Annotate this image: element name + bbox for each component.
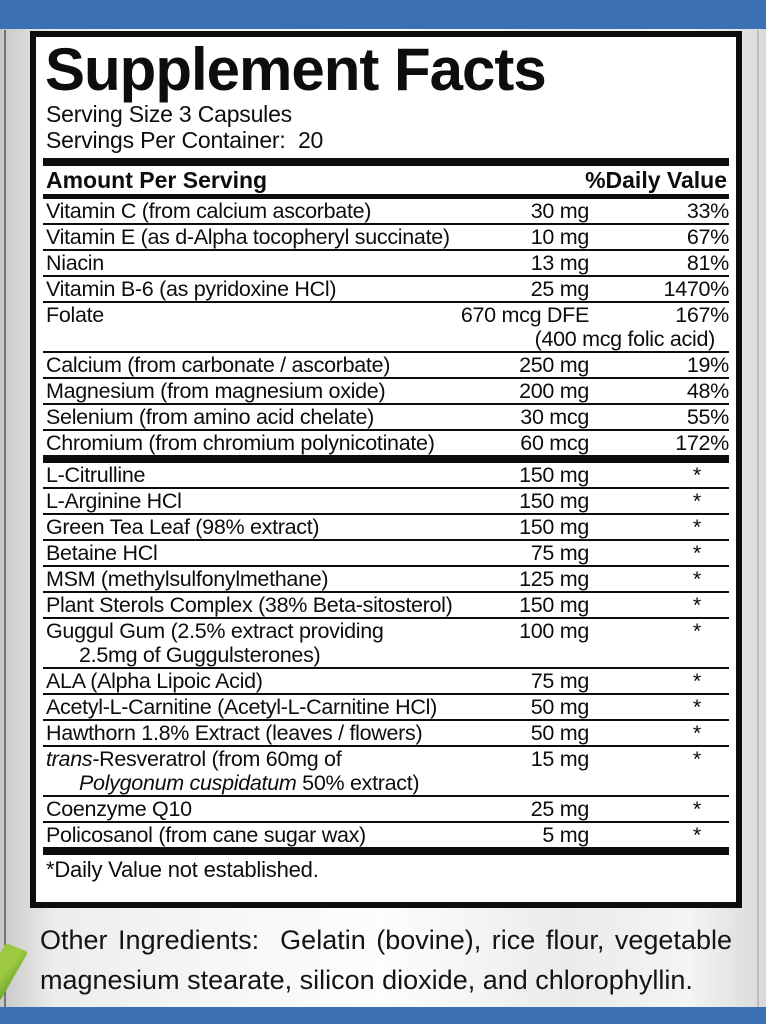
ingredient-name: Coenzyme Q10 bbox=[46, 797, 192, 821]
ingredient-amount: 25 mg bbox=[530, 277, 589, 301]
ingredient-name: trans-Resveratrol (from 60mg of bbox=[46, 747, 342, 771]
ingredient-name: Guggul Gum (2.5% extract providing bbox=[46, 619, 384, 643]
ingredient-sections bbox=[43, 199, 729, 847]
ingredient-row bbox=[43, 669, 729, 695]
ingredient-daily-value: 172% bbox=[675, 431, 729, 455]
ingredient-name: Hawthorn 1.8% Extract (leaves / flowers) bbox=[46, 721, 423, 745]
ingredient-daily-value: 81% bbox=[686, 251, 729, 275]
ingredient-row bbox=[43, 199, 729, 225]
ingredient-row bbox=[43, 797, 729, 823]
ingredient-row bbox=[43, 721, 729, 747]
ingredient-name: Vitamin E (as d-Alpha tocopheryl succinate) bbox=[46, 225, 450, 249]
ingredient-amount: 250 mg bbox=[519, 353, 589, 377]
top-blue-band bbox=[0, 0, 766, 29]
ingredient-row bbox=[43, 823, 729, 847]
ingredient-amount: 150 mg bbox=[519, 515, 589, 539]
ingredient-amount: 50 mg bbox=[530, 695, 589, 719]
ingredient-amount: 100 mg bbox=[519, 619, 589, 643]
ingredient-amount: 200 mg bbox=[519, 379, 589, 403]
ingredient-daily-value: * bbox=[692, 619, 701, 643]
ingredient-row bbox=[43, 747, 729, 797]
divider-thick bbox=[43, 455, 729, 463]
serving-size: Serving Size 3 Capsules bbox=[46, 101, 292, 127]
ingredient-daily-value: * bbox=[692, 797, 701, 821]
ingredient-row bbox=[43, 405, 729, 431]
ingredient-row bbox=[43, 695, 729, 721]
ingredient-daily-value: * bbox=[692, 463, 701, 487]
ingredient-amount: 150 mg bbox=[519, 593, 589, 617]
ingredient-row bbox=[43, 541, 729, 567]
ingredient-row bbox=[43, 379, 729, 405]
ingredient-amount: 75 mg bbox=[530, 541, 589, 565]
ingredient-daily-value: 1470% bbox=[663, 277, 729, 301]
ingredient-name: Acetyl-L-Carnitine (Acetyl-L-Carnitine HCl) bbox=[46, 695, 437, 719]
label-right-edge-line bbox=[757, 30, 759, 1007]
ingredient-amount: 25 mg bbox=[530, 797, 589, 821]
ingredient-row bbox=[43, 277, 729, 303]
ingredient-daily-value: 19% bbox=[686, 353, 729, 377]
ingredient-daily-value: * bbox=[692, 721, 701, 745]
ingredient-section bbox=[43, 463, 729, 847]
ingredient-amount: 125 mg bbox=[519, 567, 589, 591]
ingredient-amount: 150 mg bbox=[519, 463, 589, 487]
ingredient-row bbox=[43, 593, 729, 619]
divider-thick bbox=[43, 158, 729, 166]
ingredient-daily-value: * bbox=[692, 695, 701, 719]
ingredient-row bbox=[43, 489, 729, 515]
ingredient-amount: 30 mcg bbox=[520, 405, 589, 429]
servings-per-container: Servings Per Container: 20 bbox=[46, 127, 324, 153]
panel-title: Supplement Facts bbox=[45, 36, 546, 103]
ingredient-row bbox=[43, 251, 729, 277]
ingredient-row bbox=[43, 515, 729, 541]
ingredient-daily-value: * bbox=[692, 567, 701, 591]
ingredient-name: Niacin bbox=[46, 251, 104, 275]
ingredient-row bbox=[43, 431, 729, 455]
ingredient-section bbox=[43, 199, 729, 455]
ingredient-daily-value: 48% bbox=[686, 379, 729, 403]
ingredient-daily-value: * bbox=[692, 593, 701, 617]
ingredient-name-line2: (400 mcg folic acid) bbox=[534, 327, 715, 351]
ingredient-name: Magnesium (from magnesium oxide) bbox=[46, 379, 386, 403]
ingredient-amount: 15 mg bbox=[530, 747, 589, 771]
ingredient-daily-value: * bbox=[692, 747, 701, 771]
ingredient-amount: 10 mg bbox=[530, 225, 589, 249]
ingredient-amount: 5 mg bbox=[542, 823, 589, 847]
ingredient-name-line2: Polygonum cuspidatum 50% extract) bbox=[79, 771, 420, 795]
ingredient-daily-value: * bbox=[692, 823, 701, 847]
ingredient-name: Vitamin C (from calcium ascorbate) bbox=[46, 199, 372, 223]
ingredient-amount: 50 mg bbox=[530, 721, 589, 745]
ingredient-daily-value: 55% bbox=[686, 405, 729, 429]
ingredient-daily-value: * bbox=[692, 515, 701, 539]
ingredient-amount: 75 mg bbox=[530, 669, 589, 693]
label-left-edge-line bbox=[4, 30, 6, 1007]
ingredient-row bbox=[43, 463, 729, 489]
daily-value-header: %Daily Value bbox=[585, 167, 727, 193]
ingredient-name: Selenium (from amino acid chelate) bbox=[46, 405, 374, 429]
ingredient-row bbox=[43, 619, 729, 669]
ingredient-daily-value: 33% bbox=[686, 199, 729, 223]
ingredient-daily-value: * bbox=[692, 489, 701, 513]
leaf-logo-fragment-icon bbox=[0, 943, 28, 1001]
ingredient-amount: 150 mg bbox=[519, 489, 589, 513]
ingredient-daily-value: 167% bbox=[675, 303, 729, 327]
daily-value-footnote: *Daily Value not established. bbox=[46, 857, 319, 882]
ingredient-row bbox=[43, 303, 729, 353]
amount-per-serving-header: Amount Per Serving bbox=[46, 167, 268, 193]
column-headers bbox=[43, 166, 729, 194]
ingredient-row bbox=[43, 567, 729, 593]
divider-thick bbox=[43, 847, 729, 855]
ingredient-name: Calcium (from carbonate / ascorbate) bbox=[46, 353, 391, 377]
bottom-blue-band bbox=[0, 1007, 766, 1024]
ingredient-name: L-Arginine HCl bbox=[46, 489, 182, 513]
ingredient-amount: 670 mcg DFE bbox=[460, 303, 589, 327]
ingredient-amount: 13 mg bbox=[530, 251, 589, 275]
ingredient-name: Vitamin B-6 (as pyridoxine HCl) bbox=[46, 277, 337, 301]
ingredient-amount: 60 mcg bbox=[520, 431, 589, 455]
ingredient-amount: 30 mg bbox=[530, 199, 589, 223]
ingredient-daily-value: * bbox=[692, 669, 701, 693]
ingredient-name: ALA (Alpha Lipoic Acid) bbox=[46, 669, 263, 693]
ingredient-row bbox=[43, 353, 729, 379]
ingredient-name: L-Citrulline bbox=[46, 463, 146, 487]
ingredient-name: Folate bbox=[46, 303, 104, 327]
ingredient-name-line2: 2.5mg of Guggulsterones) bbox=[79, 643, 321, 667]
ingredient-name: Green Tea Leaf (98% extract) bbox=[46, 515, 320, 539]
ingredient-name: Betaine HCl bbox=[46, 541, 158, 565]
ingredient-name: MSM (methylsulfonylmethane) bbox=[46, 567, 329, 591]
ingredient-daily-value: * bbox=[692, 541, 701, 565]
ingredient-name: Plant Sterols Complex (38% Beta-sitosterol) bbox=[46, 593, 453, 617]
supplement-facts-panel bbox=[30, 31, 742, 908]
other-ingredients: Other Ingredients: Gelatin (bovine), rice flour, vegetable magnesium stearate, silicon dioxide, and chlorophyllin. bbox=[40, 925, 732, 995]
ingredient-name: Policosanol (from cane sugar wax) bbox=[46, 823, 366, 847]
ingredient-row bbox=[43, 225, 729, 251]
ingredient-name: Chromium (from chromium polynicotinate) bbox=[46, 431, 435, 455]
ingredient-daily-value: 67% bbox=[686, 225, 729, 249]
